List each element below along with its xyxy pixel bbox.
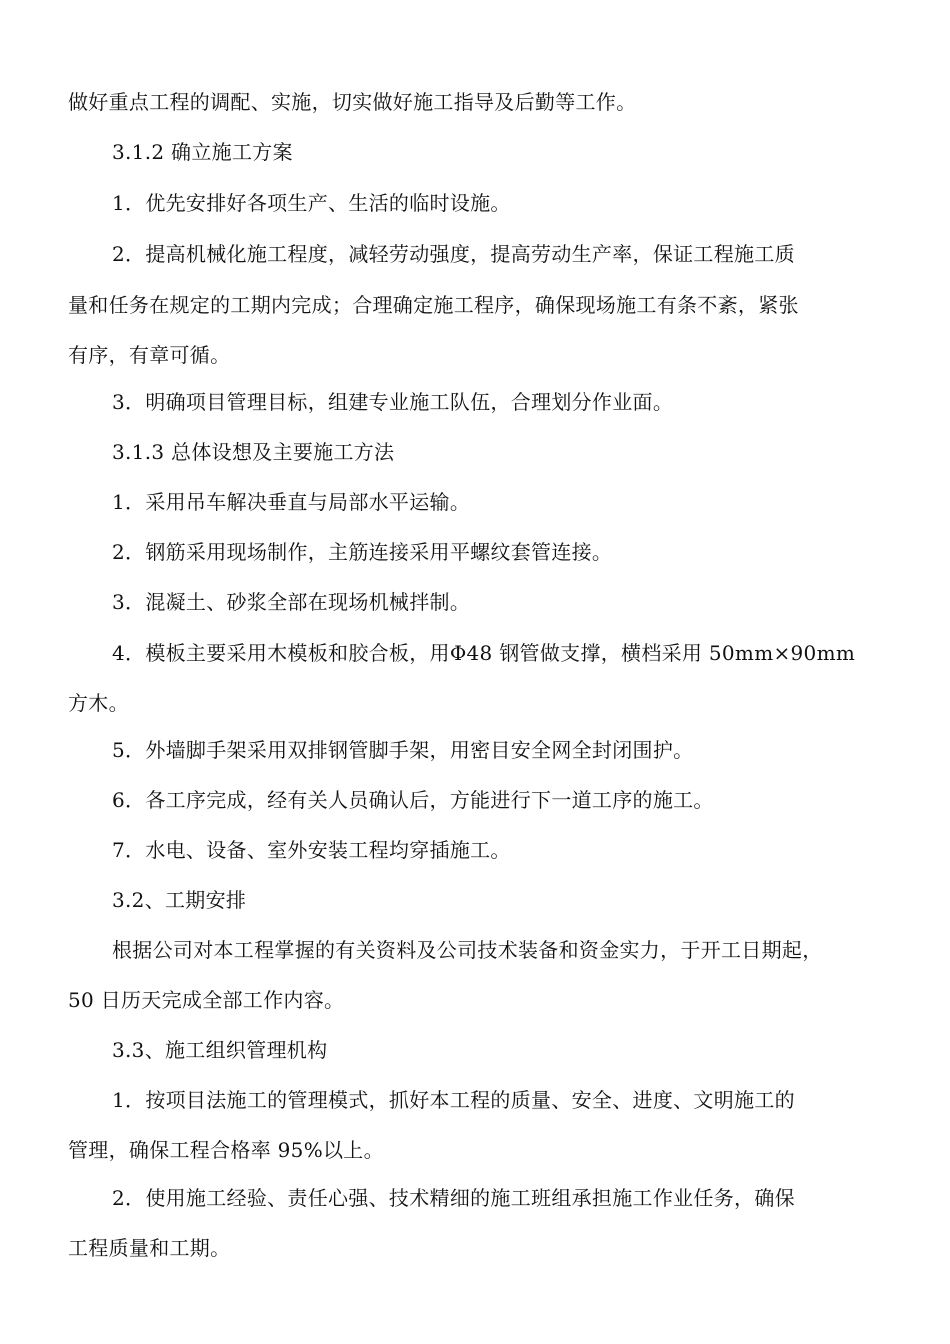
list-item: 1．优先安排好各项生产、生活的临时设施。 bbox=[112, 191, 511, 215]
section-heading: 3.1.2 确立施工方案 bbox=[112, 140, 293, 164]
list-item: 2．钢筋采用现场制作，主筋连接采用平螺纹套管连接。 bbox=[112, 540, 613, 564]
text-line: 根据公司对本工程掌握的有关资料及公司技术装备和资金实力，于开工日期起， bbox=[112, 938, 823, 962]
list-item: 1．采用吊车解决垂直与局部水平运输。 bbox=[112, 490, 471, 514]
section-heading: 3.1.3 总体设想及主要施工方法 bbox=[112, 440, 395, 464]
list-item: 1．按项目法施工的管理模式，抓好本工程的质量、安全、进度、文明施工的 bbox=[112, 1088, 795, 1112]
text-line: 50 日历天完成全部工作内容。 bbox=[68, 988, 345, 1012]
list-item: 4．模板主要采用木模板和胶合板，用Φ48 钢管做支撑，横档采用 50mm×90mm bbox=[112, 641, 856, 665]
text-line: 方木。 bbox=[68, 691, 129, 715]
text-line: 量和任务在规定的工期内完成；合理确定施工程序，确保现场施工有条不紊，紧张 bbox=[68, 293, 799, 317]
list-item: 3．混凝土、砂浆全部在现场机械拌制。 bbox=[112, 590, 471, 614]
list-item: 2．提高机械化施工程度，减轻劳动强度，提高劳动生产率，保证工程施工质 bbox=[112, 242, 795, 266]
list-item: 7．水电、设备、室外安装工程均穿插施工。 bbox=[112, 838, 511, 862]
text-line: 管理，确保工程合格率 95%以上。 bbox=[68, 1138, 384, 1162]
text-line: 做好重点工程的调配、实施，切实做好施工指导及后勤等工作。 bbox=[68, 90, 637, 114]
list-item: 6．各工序完成，经有关人员确认后，方能进行下一道工序的施工。 bbox=[112, 788, 714, 812]
text-line: 工程质量和工期。 bbox=[68, 1236, 231, 1260]
section-heading: 3.2、工期安排 bbox=[112, 888, 247, 912]
list-item: 2．使用施工经验、责任心强、技术精细的施工班组承担施工作业任务，确保 bbox=[112, 1186, 795, 1210]
section-heading: 3.3、施工组织管理机构 bbox=[112, 1038, 328, 1062]
text-line: 有序，有章可循。 bbox=[68, 343, 231, 367]
list-item: 3．明确项目管理目标，组建专业施工队伍，合理划分作业面。 bbox=[112, 390, 674, 414]
list-item: 5．外墙脚手架采用双排钢管脚手架，用密目安全网全封闭围护。 bbox=[112, 738, 694, 762]
